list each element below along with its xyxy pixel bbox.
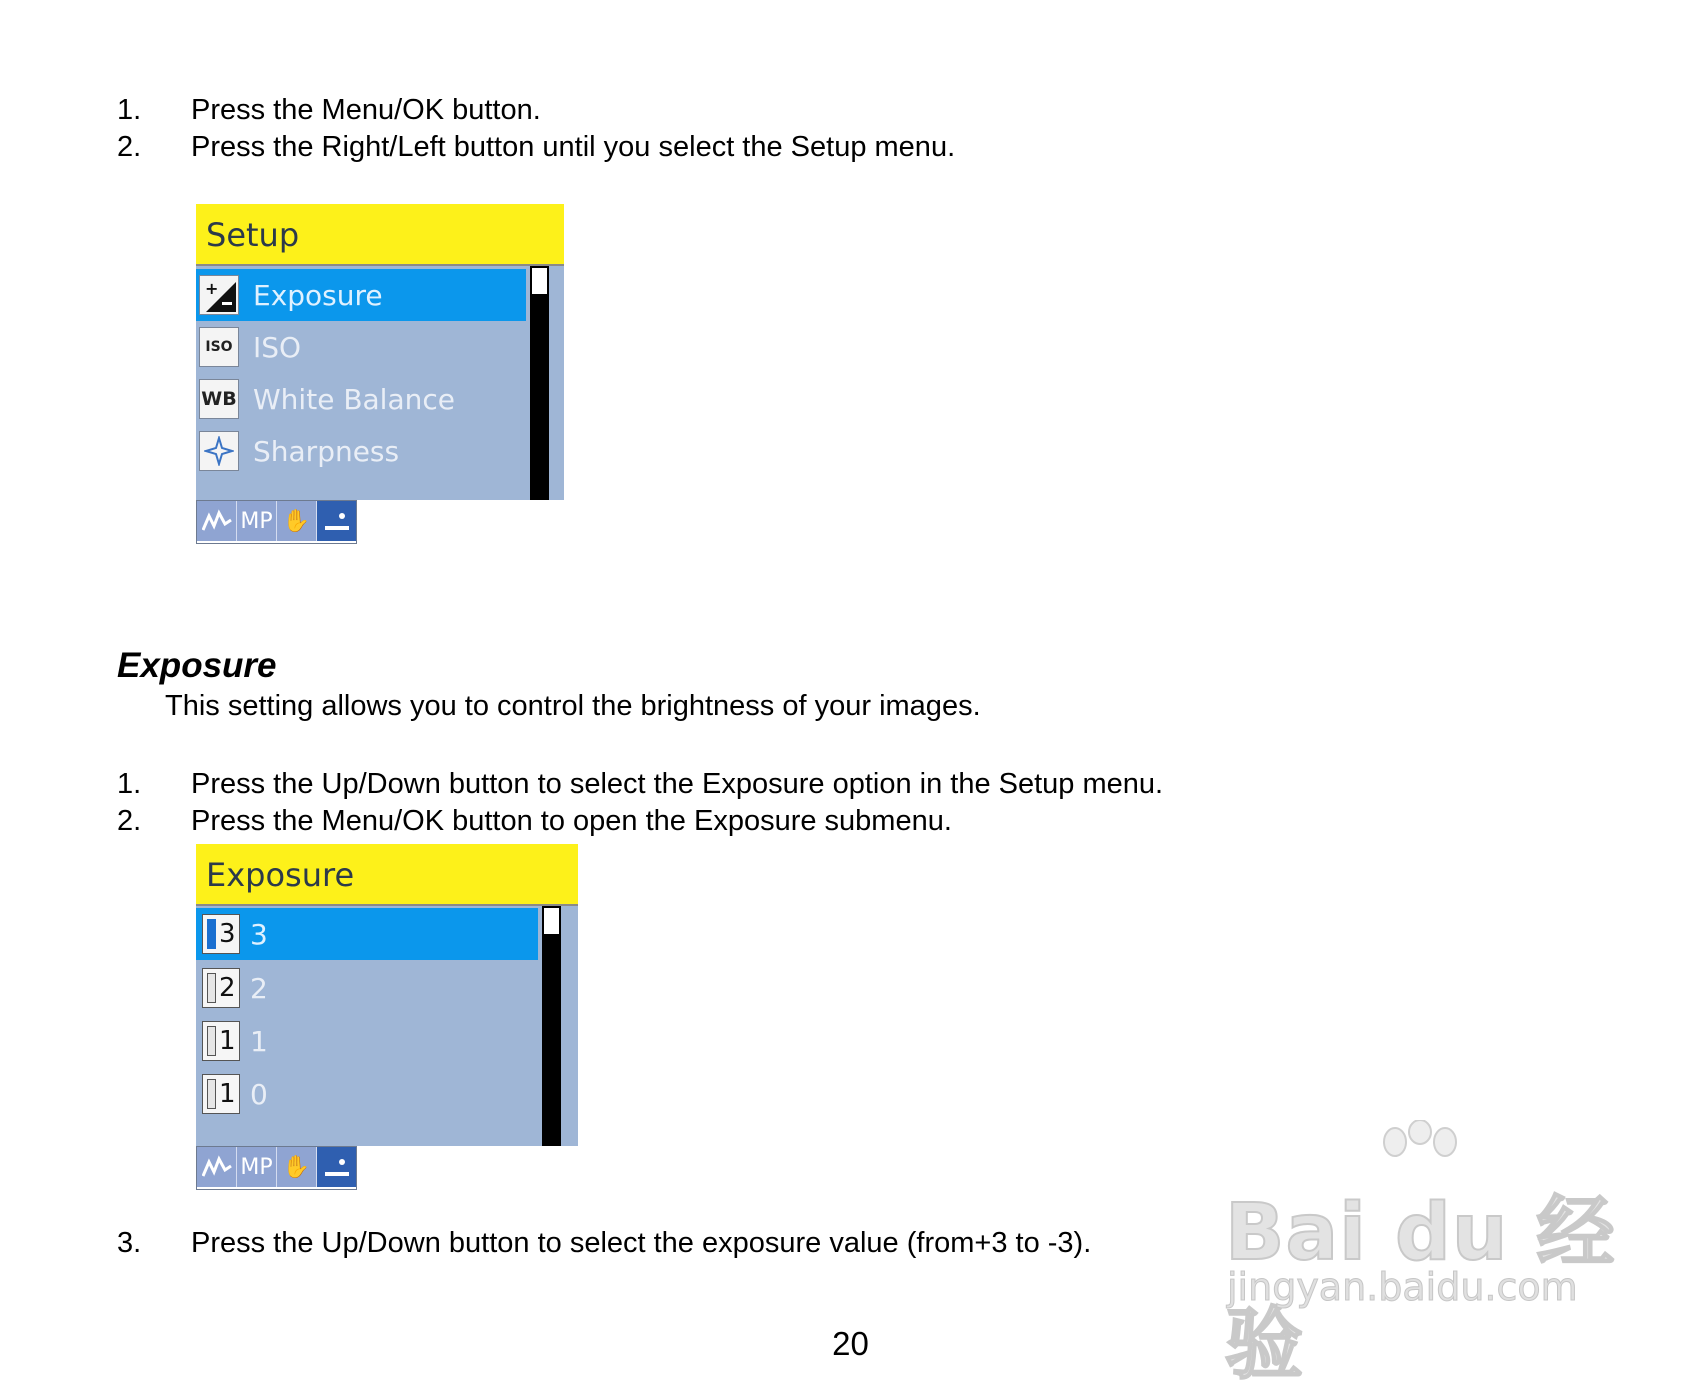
step-number: 2. xyxy=(117,805,142,837)
exposure-level-icon: 3 xyxy=(202,914,240,954)
step-text: Press the Up/Down button to select the exposure value (from+3 to -3). xyxy=(191,1227,1092,1259)
menu-item-sharpness[interactable] xyxy=(196,425,526,477)
watermark-brand: Bai du 经验 xyxy=(1225,1188,1616,1390)
setup-menu-list xyxy=(196,266,564,500)
scrollbar[interactable] xyxy=(530,266,549,500)
exposure-option[interactable] xyxy=(196,1015,538,1067)
exposure-option[interactable] xyxy=(196,908,538,960)
step-number: 3. xyxy=(117,1227,142,1259)
iso-icon: ISO xyxy=(199,327,239,367)
step-number: 2. xyxy=(117,131,142,163)
section-description: This setting allows you to control the brightness of your images. xyxy=(165,690,981,722)
scrollbar-thumb[interactable] xyxy=(532,268,547,294)
step-text: Press the Right/Left button until you select the Setup menu. xyxy=(191,131,956,163)
sharpness-icon xyxy=(199,431,239,471)
mp-tab[interactable]: MP xyxy=(237,501,277,541)
menu-item-label: White Balance xyxy=(253,382,455,416)
exposure-menu-screen xyxy=(196,844,578,1188)
svg-text:+: + xyxy=(205,279,219,298)
step-number: 1. xyxy=(117,94,142,126)
exposure-option[interactable] xyxy=(196,1068,538,1120)
menu-item-label: ISO xyxy=(253,330,302,364)
step-number: 1. xyxy=(117,768,142,800)
menu-item-exposure[interactable] xyxy=(196,269,526,321)
setup-icon[interactable] xyxy=(317,1147,356,1187)
scrollbar-thumb[interactable] xyxy=(544,908,559,934)
scrollbar[interactable] xyxy=(542,906,561,1146)
menu-tabs xyxy=(196,1146,357,1190)
menu-item-label: Sharpness xyxy=(253,434,400,468)
section-heading: Exposure xyxy=(117,646,277,685)
exposure-level-icon: 2 xyxy=(202,968,240,1008)
exposure-level-icon: 1 xyxy=(202,1021,240,1061)
step-text: Press the Up/Down button to select the Exposure option in the Setup menu. xyxy=(191,768,1164,800)
image-quality-tab[interactable] xyxy=(197,501,237,541)
image-quality-icon xyxy=(202,1154,232,1180)
watermark-url: jingyan.baidu.com xyxy=(1227,1265,1578,1309)
option-label: 3 xyxy=(250,917,268,951)
mp-tab[interactable]: MP xyxy=(237,1147,277,1187)
exposure-level-icon: 1 xyxy=(202,1074,240,1114)
screen-title: Exposure xyxy=(196,844,578,906)
baidu-watermark xyxy=(1225,1120,1625,1390)
menu-tabs xyxy=(196,500,357,544)
menu-item-iso[interactable] xyxy=(196,321,526,373)
screen-title: Setup xyxy=(196,204,564,266)
menu-item-label: Exposure xyxy=(253,278,383,312)
exposure-compensation-icon xyxy=(199,275,239,315)
option-label: 2 xyxy=(250,971,268,1005)
step-text: Press the Menu/OK button. xyxy=(191,94,541,126)
step-text: Press the Menu/OK button to open the Exposure submenu. xyxy=(191,805,952,837)
setup-icon[interactable] xyxy=(317,501,356,541)
option-label: 0 xyxy=(250,1077,268,1111)
menu-item-white-balance[interactable] xyxy=(196,373,526,425)
page-number: 20 xyxy=(832,1325,869,1362)
image-quality-icon xyxy=(202,508,232,534)
white-balance-icon: WB xyxy=(199,379,239,419)
image-quality-tab[interactable] xyxy=(197,1147,237,1187)
option-label: 1 xyxy=(250,1024,268,1058)
hand-icon[interactable]: ✋ xyxy=(277,501,317,541)
exposure-menu-list xyxy=(196,906,578,1146)
setup-menu-screen xyxy=(196,204,564,540)
exposure-option[interactable] xyxy=(196,962,538,1014)
hand-icon[interactable]: ✋ xyxy=(277,1147,317,1187)
